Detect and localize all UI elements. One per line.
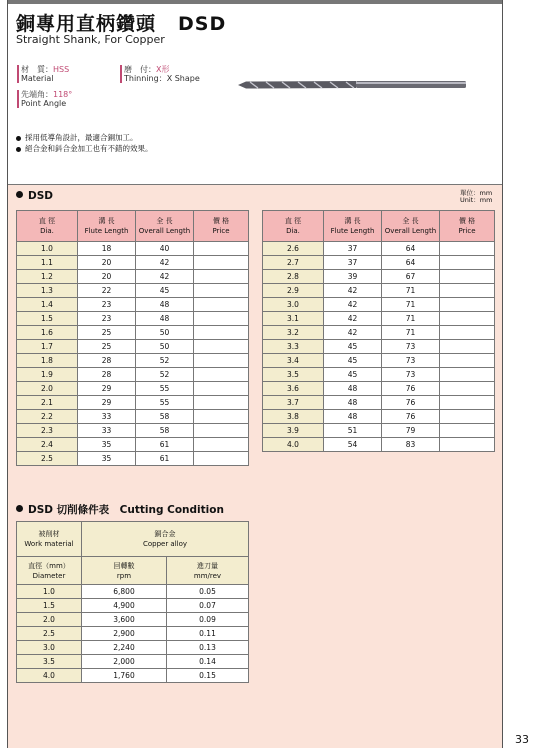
table-cell: 71	[382, 312, 440, 326]
table-row	[17, 340, 249, 354]
table-cell: 1,760	[82, 669, 167, 683]
price-cell	[194, 256, 249, 270]
table-cell: 3.8	[263, 410, 324, 424]
table-row	[17, 368, 249, 382]
table-cell: 48	[136, 312, 194, 326]
table-row	[263, 382, 495, 396]
table-row	[263, 242, 495, 256]
table-cell: 2.6	[263, 242, 324, 256]
table-row	[17, 599, 249, 613]
table-cell: 73	[382, 368, 440, 382]
price-cell	[194, 340, 249, 354]
table-row	[17, 613, 249, 627]
price-cell	[194, 270, 249, 284]
table-cell: 3.4	[263, 354, 324, 368]
table-cell: 1.5	[17, 599, 82, 613]
table-cell: 50	[136, 340, 194, 354]
price-cell	[440, 284, 495, 298]
table-row	[17, 655, 249, 669]
table-cell: 67	[382, 270, 440, 284]
table-cell: 2.0	[17, 613, 82, 627]
table-cell: 48	[324, 410, 382, 424]
table-cell: 64	[382, 242, 440, 256]
table-cell: 6,800	[82, 585, 167, 599]
table-cell: 1.0	[17, 242, 78, 256]
table-row	[17, 270, 249, 284]
header-flute-length: 溝 長 Flute Length	[324, 211, 382, 242]
price-cell	[194, 326, 249, 340]
price-cell	[440, 396, 495, 410]
price-cell	[440, 368, 495, 382]
table-cell: 51	[324, 424, 382, 438]
price-cell	[440, 312, 495, 326]
table-cell: 33	[78, 424, 136, 438]
table-cell: 48	[324, 396, 382, 410]
spec-material: 材 質：HSS Material	[17, 65, 69, 83]
table-cell: 73	[382, 340, 440, 354]
product-subtitle: Straight Shank, For Copper	[16, 33, 165, 46]
header-rpm: 回轉數 rpm	[82, 557, 167, 585]
price-cell	[440, 270, 495, 284]
table-cell: 3.0	[263, 298, 324, 312]
feature-item: 採用低導角設計，最適合銅加工。	[16, 132, 153, 143]
table-cell: 0.11	[167, 627, 249, 641]
dimensions-table-right	[262, 210, 495, 452]
table-cell: 42	[136, 256, 194, 270]
table-cell: 48	[324, 382, 382, 396]
table-cell: 3.1	[263, 312, 324, 326]
table-cell: 37	[324, 242, 382, 256]
table-cell: 1.2	[17, 270, 78, 284]
price-cell	[194, 438, 249, 452]
table-cell: 1.6	[17, 326, 78, 340]
table-row	[17, 242, 249, 256]
table-cell: 2.1	[17, 396, 78, 410]
table-row	[263, 270, 495, 284]
unit-label: 單位：mm Unit：mm	[460, 189, 493, 204]
table-row	[17, 424, 249, 438]
table-row	[17, 627, 249, 641]
header-diameter: 直徑（mm） Diameter	[17, 557, 82, 585]
table-cell: 0.05	[167, 585, 249, 599]
table-row	[263, 396, 495, 410]
table-cell: 42	[324, 298, 382, 312]
feature-item: 絕合金和鈄合金加工也有不錯的效果。	[16, 143, 153, 154]
table-cell: 2.9	[263, 284, 324, 298]
table-row	[17, 326, 249, 340]
table-cell: 2.4	[17, 438, 78, 452]
table-cell: 50	[136, 326, 194, 340]
table-row	[263, 424, 495, 438]
header-overall-length: 全 長 Overall Length	[136, 211, 194, 242]
table-cell: 35	[78, 438, 136, 452]
table-row	[263, 326, 495, 340]
product-title: 銅專用直柄鑽頭 DSD	[16, 13, 227, 35]
table-cell: 1.8	[17, 354, 78, 368]
table-cell: 42	[324, 326, 382, 340]
table-cell: 3.0	[17, 641, 82, 655]
table-cell: 2,240	[82, 641, 167, 655]
table-cell: 23	[78, 312, 136, 326]
table-cell: 3.5	[17, 655, 82, 669]
price-cell	[440, 298, 495, 312]
table-cell: 45	[324, 354, 382, 368]
price-cell	[194, 382, 249, 396]
table-cell: 28	[78, 354, 136, 368]
table-cell: 52	[136, 354, 194, 368]
table-cell: 1.7	[17, 340, 78, 354]
table-cell: 45	[136, 284, 194, 298]
dims-section-title: DSD	[16, 190, 53, 202]
table-cell: 76	[382, 410, 440, 424]
header-dia: 直 徑 Dia.	[17, 211, 78, 242]
table-cell: 25	[78, 326, 136, 340]
table-row	[17, 312, 249, 326]
table-cell: 55	[136, 382, 194, 396]
table-cell: 1.1	[17, 256, 78, 270]
drill-illustration	[236, 78, 468, 92]
table-cell: 3.2	[263, 326, 324, 340]
table-cell: 61	[136, 452, 194, 466]
table-cell: 2.8	[263, 270, 324, 284]
table-row	[17, 452, 249, 466]
table-row	[263, 256, 495, 270]
table-cell: 83	[382, 438, 440, 452]
table-row	[17, 298, 249, 312]
table-cell: 3.7	[263, 396, 324, 410]
table-cell: 2.7	[263, 256, 324, 270]
table-cell: 39	[324, 270, 382, 284]
table-cell: 1.5	[17, 312, 78, 326]
table-cell: 64	[382, 256, 440, 270]
header-overall-length: 全 長 Overall Length	[382, 211, 440, 242]
table-cell: 42	[324, 284, 382, 298]
table-cell: 33	[78, 410, 136, 424]
table-cell: 3.5	[263, 368, 324, 382]
price-cell	[194, 354, 249, 368]
price-cell	[194, 368, 249, 382]
price-cell	[440, 242, 495, 256]
table-row	[17, 641, 249, 655]
price-cell	[440, 256, 495, 270]
feature-list	[16, 132, 153, 154]
table-cell: 1.4	[17, 298, 78, 312]
table-row	[263, 438, 495, 452]
cond-section-title: DSD 切削條件表 Cutting Condition	[16, 502, 224, 517]
price-cell	[440, 326, 495, 340]
table-row	[263, 410, 495, 424]
table-cell: 58	[136, 424, 194, 438]
table-cell: 0.15	[167, 669, 249, 683]
price-cell	[194, 424, 249, 438]
table-cell: 3,600	[82, 613, 167, 627]
table-cell: 4.0	[263, 438, 324, 452]
table-row	[263, 340, 495, 354]
table-cell: 52	[136, 368, 194, 382]
price-cell	[194, 410, 249, 424]
table-row	[263, 298, 495, 312]
spec-thinning: 磨 付：X形 Thinning：X Shape	[120, 65, 200, 83]
table-cell: 3.6	[263, 382, 324, 396]
table-cell: 3.3	[263, 340, 324, 354]
table-cell: 73	[382, 354, 440, 368]
header-dia: 直 徑 Dia.	[263, 211, 324, 242]
table-cell: 45	[324, 368, 382, 382]
table-cell: 28	[78, 368, 136, 382]
table-cell: 29	[78, 396, 136, 410]
table-row	[17, 284, 249, 298]
price-cell	[194, 452, 249, 466]
table-row	[17, 410, 249, 424]
table-cell: 37	[324, 256, 382, 270]
table-cell: 1.0	[17, 585, 82, 599]
header-copper-alloy: 銅合金 Copper alloy	[82, 522, 249, 557]
table-cell: 71	[382, 284, 440, 298]
page-number: 33	[515, 733, 529, 746]
price-cell	[440, 410, 495, 424]
table-cell: 0.09	[167, 613, 249, 627]
table-cell: 18	[78, 242, 136, 256]
table-cell: 4.0	[17, 669, 82, 683]
price-cell	[440, 438, 495, 452]
table-cell: 58	[136, 410, 194, 424]
price-cell	[440, 340, 495, 354]
table-cell: 35	[78, 452, 136, 466]
table-cell: 1.9	[17, 368, 78, 382]
table-cell: 55	[136, 396, 194, 410]
table-cell: 25	[78, 340, 136, 354]
header-work-material: 被削材 Work material	[17, 522, 82, 557]
table-cell: 2.2	[17, 410, 78, 424]
table-row	[263, 284, 495, 298]
cutting-condition-table	[16, 521, 249, 683]
header-flute-length: 溝 長 Flute Length	[78, 211, 136, 242]
dimensions-table-left	[16, 210, 249, 466]
price-cell	[194, 312, 249, 326]
table-cell: 42	[324, 312, 382, 326]
header-price: 價 格 Price	[440, 211, 495, 242]
table-cell: 76	[382, 382, 440, 396]
table-cell: 20	[78, 256, 136, 270]
product-code: DSD	[178, 13, 227, 35]
price-cell	[440, 424, 495, 438]
table-cell: 79	[382, 424, 440, 438]
spec-point-angle: 先端角：118° Point Angle	[17, 90, 72, 108]
table-cell: 2.5	[17, 452, 78, 466]
table-cell: 29	[78, 382, 136, 396]
table-cell: 71	[382, 326, 440, 340]
table-cell: 3.9	[263, 424, 324, 438]
table-row	[17, 438, 249, 452]
table-row	[263, 312, 495, 326]
table-row	[17, 585, 249, 599]
table-cell: 20	[78, 270, 136, 284]
table-cell: 0.13	[167, 641, 249, 655]
table-cell: 4,900	[82, 599, 167, 613]
table-cell: 2.0	[17, 382, 78, 396]
table-cell: 2.3	[17, 424, 78, 438]
table-cell: 2.5	[17, 627, 82, 641]
price-cell	[194, 242, 249, 256]
table-cell: 48	[136, 298, 194, 312]
table-row	[263, 368, 495, 382]
price-cell	[440, 354, 495, 368]
table-cell: 45	[324, 340, 382, 354]
table-cell: 42	[136, 270, 194, 284]
table-cell: 2,900	[82, 627, 167, 641]
price-cell	[194, 298, 249, 312]
table-row	[17, 396, 249, 410]
price-cell	[440, 382, 495, 396]
header-price: 價 格 Price	[194, 211, 249, 242]
table-cell: 71	[382, 298, 440, 312]
table-cell: 1.3	[17, 284, 78, 298]
table-cell: 40	[136, 242, 194, 256]
table-row	[17, 669, 249, 683]
table-row	[263, 354, 495, 368]
table-row	[17, 256, 249, 270]
table-cell: 23	[78, 298, 136, 312]
price-cell	[194, 284, 249, 298]
header-feed: 進刀量 mm/rev	[167, 557, 249, 585]
table-cell: 76	[382, 396, 440, 410]
table-cell: 2,000	[82, 655, 167, 669]
price-cell	[194, 396, 249, 410]
table-cell: 0.14	[167, 655, 249, 669]
table-row	[17, 354, 249, 368]
table-cell: 0.07	[167, 599, 249, 613]
table-row	[17, 382, 249, 396]
table-cell: 54	[324, 438, 382, 452]
table-cell: 22	[78, 284, 136, 298]
table-cell: 61	[136, 438, 194, 452]
